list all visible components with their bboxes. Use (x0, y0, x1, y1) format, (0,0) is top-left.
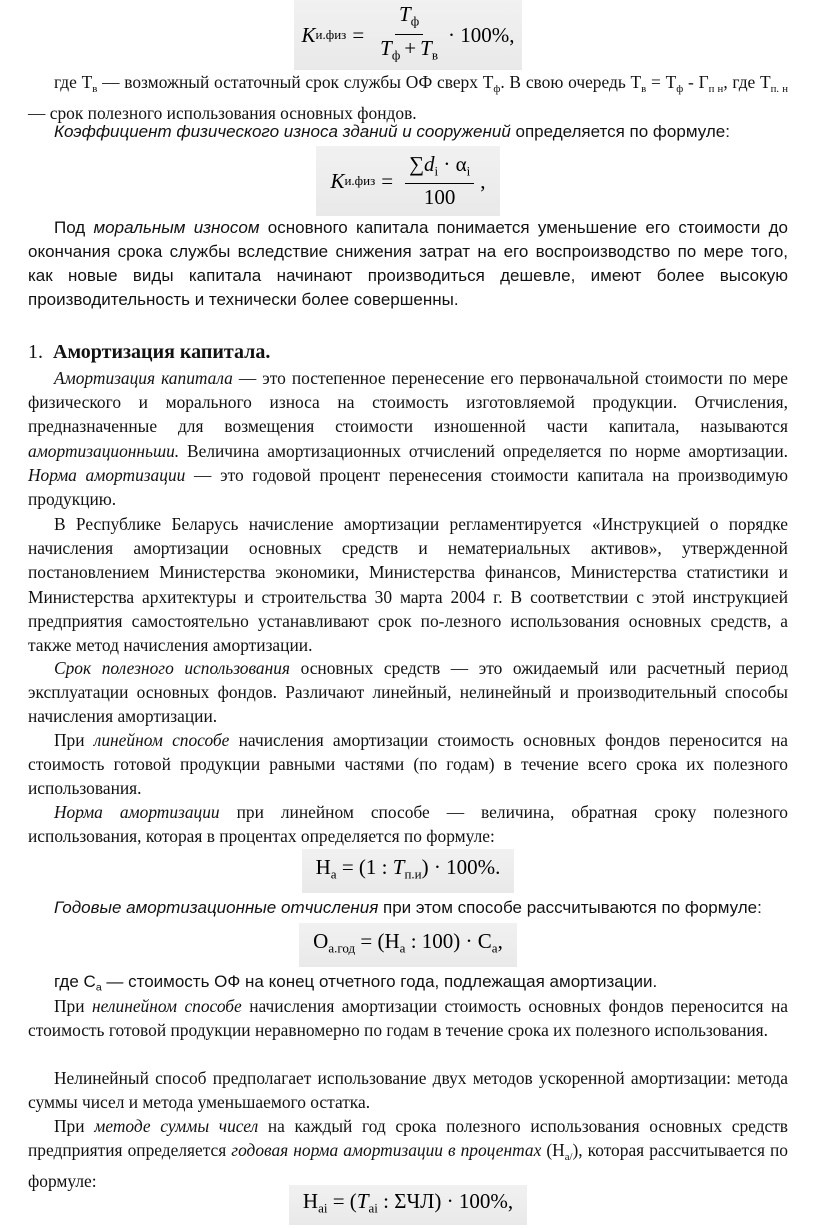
formula-lhs-sub: и.физ (315, 26, 347, 42)
text: начисления амортизации стоимость основных фондов переносится на стоимость готовой продукции равными частями (по годам) в течение всего срока их полезного использования. (28, 730, 788, 799)
sub: в (92, 82, 98, 95)
text: - Г (683, 72, 709, 92)
paragraph-building-wear-coeff (28, 120, 788, 144)
formula-var: T (392, 855, 405, 880)
text: ), которая рассчитывается по формуле: (28, 1140, 789, 1192)
num-sub2: i (466, 163, 471, 179)
italic-term: годовая норма амортизации в процентах (231, 1140, 542, 1161)
text: где С (54, 972, 96, 991)
italic-term: Коэффициент физического износа зданий и сооружений (54, 122, 511, 141)
formula-annual (28, 922, 788, 968)
formula-eq: = (352, 22, 365, 47)
formula-image (299, 923, 517, 967)
formula-lhs: Н (302, 1189, 319, 1214)
text: Величина амортизационных отчислений определяется по норме амортизации. (179, 440, 788, 461)
num-sub: i (434, 163, 439, 179)
formula-tail: ) · 100%. (421, 855, 501, 880)
text: При (54, 1116, 95, 1136)
formula-lhs-sub: а (330, 866, 337, 882)
text: начисления амортизации стоимость основных фондов переносится на стоимость готовой продукции неравномерно по годам в течение срока их полезного использования. (28, 996, 788, 1041)
text: При (54, 730, 94, 750)
paragraph-moral-wear (28, 216, 788, 312)
formula-mid: : ΣЧЛ) · 100%, (377, 1189, 514, 1214)
den-sub-a: ф (391, 47, 401, 63)
italic-term: моральным износом (93, 218, 260, 237)
formula-tail: · 100%, (447, 22, 515, 47)
text: на каждый год срока полезного использования основных средств предприятия определяется (28, 1116, 789, 1161)
italic-term: Норма амортизации (54, 802, 220, 822)
sub: а/ (564, 1150, 573, 1163)
formula-eq: = (Н (355, 929, 400, 954)
text: основных средств — это ожидаемый или расчетный период эксплуатации основных фондов. Различают линейный, нелинейный и производительный способы начисления амортизации. (28, 658, 788, 727)
text: — стоимость ОФ на конец отчетного года, подлежащая амортизации. (101, 972, 658, 991)
heading-number: 1. (28, 341, 43, 363)
formula-eq: = (381, 168, 394, 193)
formula-lhs: О (313, 929, 329, 954)
formula-var-sub: п.и (404, 866, 422, 882)
text: , где Т (723, 72, 771, 92)
italic-term: Срок полезного использования (54, 658, 290, 678)
sub: п н (708, 82, 724, 95)
den-var-a: T (380, 35, 392, 60)
sub: п. н (770, 82, 789, 95)
formula-var-sub: аi (368, 1200, 378, 1216)
formula-mid-sub: а (399, 940, 406, 956)
formula-image (316, 146, 499, 217)
paragraph-depreciation-def (28, 366, 788, 511)
formula-numerator (395, 2, 423, 35)
formula-lhs-sub: а.год (328, 940, 356, 956)
formula-tail: , (497, 929, 503, 954)
text: — возможный остаточный срок службы ОФ сверх Т (97, 72, 494, 92)
formula-lhs-sub: и.физ (344, 172, 376, 188)
italic-term: линейном способе (93, 730, 230, 750)
formula-lhs: Н (315, 855, 331, 880)
num-var: ∑d (409, 151, 435, 176)
paragraph-nonlinear-method (28, 994, 788, 1042)
den-sub-b: в (431, 47, 438, 63)
italic-term: Годовые амортизационные отчисления (54, 898, 379, 917)
text: Под (54, 218, 94, 237)
formula-physical-wear-1 (28, 1, 788, 66)
text: При (54, 996, 93, 1016)
formula-tail: , (480, 168, 486, 193)
sub: а (95, 981, 102, 994)
formula-image (294, 0, 523, 70)
formula-sum-of-digits (28, 1184, 788, 1226)
sub: ф (676, 82, 684, 95)
text: — это постепенное перенесение его первоначальной стоимости по мере физического и морального износа на стоимость изготовляемой продукции. Отчисления, предназначенные для возмещения стоимости изношенной части капитала, называются (28, 368, 788, 437)
text: — срок полезного использования основных фондов. (28, 102, 417, 123)
formula-lhs: K (301, 22, 316, 47)
formula-denominator: 100 (423, 185, 456, 210)
formula-image (302, 849, 515, 893)
sub: в (641, 82, 647, 95)
text: = Т (646, 72, 677, 92)
section-heading (28, 340, 788, 364)
formula-physical-wear-2 (28, 146, 788, 216)
italic-term: Норма амортизации (28, 464, 186, 485)
formula-norm (28, 848, 788, 894)
num-mid: · α (438, 151, 467, 176)
formula-lhs-sub: аi (318, 1200, 328, 1216)
formula-image (289, 1185, 527, 1225)
den-var-b: T (420, 35, 432, 60)
text: основного капитала понимается уменьшение его стоимости до окончания срока службы вследствие снижения затрат на его воспроизводство по мере того, как новые виды капитала начинают производиться дешевле, имеют более высокую производительность и технически более совершенны. (28, 218, 788, 309)
sub: ф (493, 82, 501, 95)
formula-var: T (356, 1189, 369, 1214)
paragraph-linear-method (28, 728, 788, 801)
italic-term: нелинейном способе (92, 996, 242, 1016)
paragraph-belarus-instruction: В Республике Беларусь начисление амортизации регламентируется «Инструкцией о порядке начисления амортизации основных средств и нематериальных активов», утвержденной постановлением Министерства экономики, Министерства финансов, Министерства статистики и Министерства архитектуры и строительства 30 марта 2004 г. В соответствии с этой инструкцией предприятия самостоятельно устанавливают срок по-лезного использования основных средств, а также метод начисления амортизации. (28, 514, 788, 656)
formula-end-sub: а (491, 940, 498, 956)
den-plus: + (404, 35, 417, 60)
text: (Н (541, 1140, 565, 1161)
italic-term: амортизационньши. (28, 440, 180, 461)
text: при этом способе рассчитываются по формуле: (378, 898, 762, 917)
heading-title: Амортизация капитала. (53, 341, 271, 363)
text: определяется по формуле: (510, 122, 730, 141)
text: где Т (54, 72, 93, 92)
num-sub: ф (410, 13, 420, 29)
formula-fraction (405, 152, 474, 211)
paragraph-norm-linear (28, 800, 788, 848)
num-var: T (399, 1, 411, 26)
formula-eq: = (1 : (336, 855, 393, 880)
formula-numerator (405, 152, 474, 185)
italic-term: методе суммы чисел (94, 1116, 259, 1136)
paragraph-remaining-life (28, 70, 788, 125)
formula-eq: = ( (327, 1189, 357, 1214)
formula-denominator (376, 35, 442, 69)
formula-fraction (376, 2, 442, 68)
text: . В свою очередь Т (500, 72, 642, 92)
formula-lhs: K (330, 168, 345, 193)
text: при линейном способе — величина, обратная сроку полезного использования, которая в процентах определяется по формуле: (28, 802, 788, 847)
paragraph-accelerated-methods: Нелинейный способ предполагает использование двух методов ускоренной амортизации: метода суммы чисел и метода уменьшаемого остатка. (28, 1068, 788, 1113)
formula-mid: : 100) · С (405, 929, 492, 954)
text: — это годовой процент перенесения стоимости капитала на производимую продукцию. (28, 464, 789, 510)
italic-term: Амортизация капитала (54, 368, 233, 388)
paragraph-useful-life (28, 656, 788, 729)
paragraph-sum-of-digits (28, 1114, 788, 1193)
paragraph-annual-charges (28, 896, 788, 920)
